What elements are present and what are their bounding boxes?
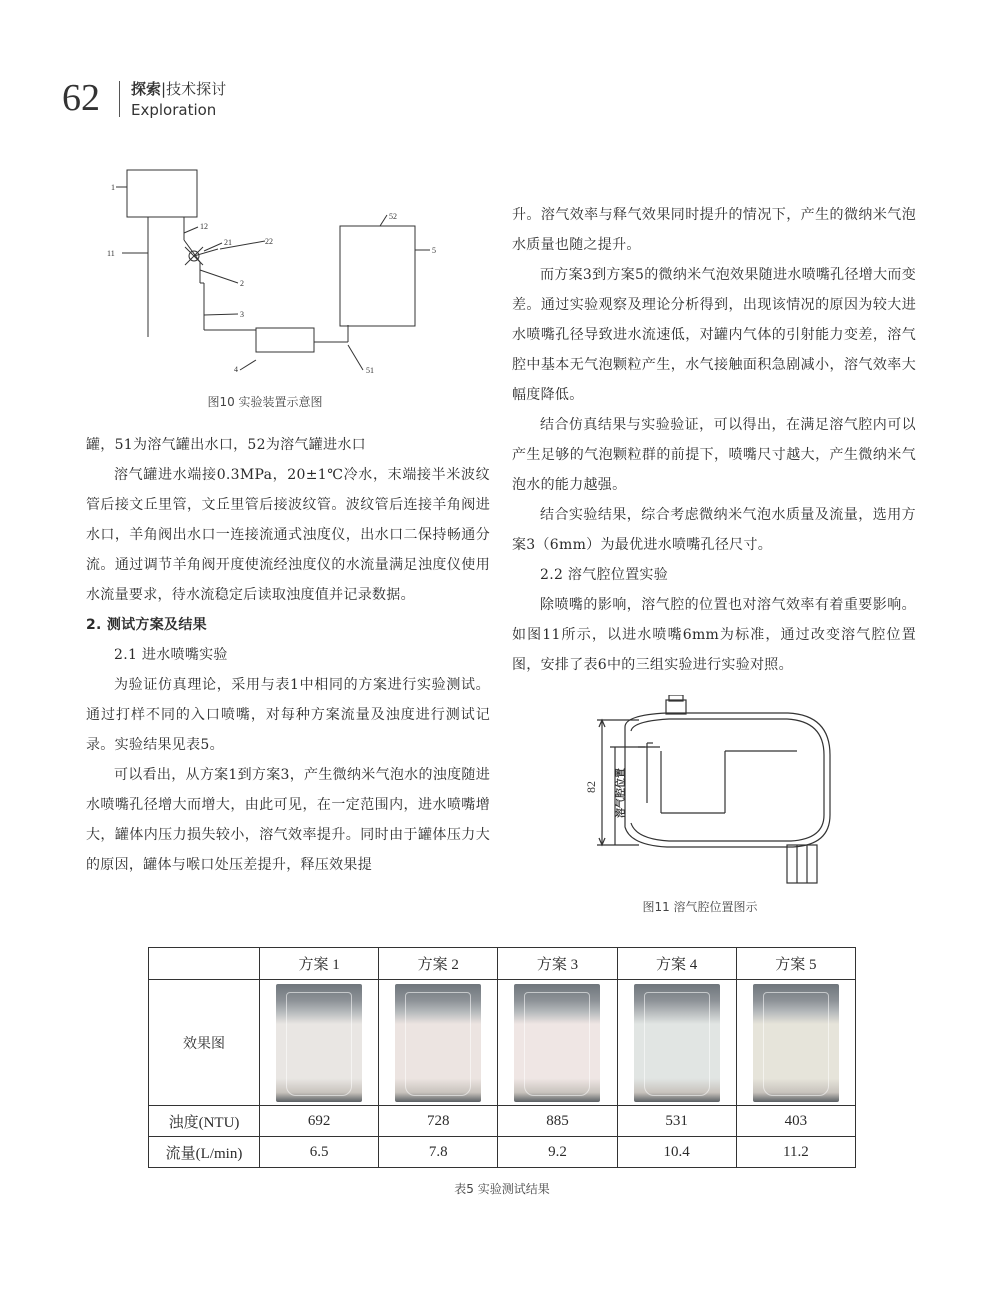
results-table	[148, 947, 856, 1168]
label-22: 22	[265, 237, 273, 246]
table-5-caption: 表5 实验测试结果	[454, 1182, 550, 1196]
component-1-box	[127, 170, 197, 217]
right-paragraph-2: 而方案3到方案5的微纳米气泡效果随进水喷嘴孔径增大而变差。通过实验观察及理论分析得到，出现该情况的原因为较大进水喷嘴孔径导致进水流速低，对罐内气体的引射能力变差，溶气腔中基本无气泡颗粒产生，水气接触面积急剧减小，溶气效率大幅度降低。	[512, 267, 916, 403]
label-4: 4	[234, 365, 238, 374]
right-column	[512, 200, 916, 680]
table-column-header: 方案 3	[498, 948, 617, 980]
beaker-glass	[286, 992, 352, 1096]
beaker-photo	[753, 984, 839, 1102]
left-paragraph-2: 溶气罐进水端接0.3MPa，20±1℃冷水，末端接半米波纹管后接文丘里管，文丘里管后接波纹管。波纹管后连接羊角阀进水口，羊角阀出水口一连接流通式浊度仪，出水口二保持畅通分流。通过调节羊角阀开度使流经浊度仪的水流量满足浊度仪使用水流量要求，待水流稳定后读取浊度值并记录数据。	[86, 467, 490, 603]
figure-11-diagram	[575, 695, 835, 890]
header-divider	[119, 81, 120, 117]
table-header-row	[149, 948, 856, 980]
label-11: 11	[107, 249, 115, 258]
right-paragraph-1: 升。溶气效率与释气效果同时提升的情况下，产生的微纳米气泡水质量也随之提升。	[512, 207, 916, 253]
table-cell: 6.5	[260, 1137, 379, 1168]
row-label-turbidity: 浊度(NTU)	[149, 1106, 260, 1137]
section-2-2-title: 2.2 溶气腔位置实验	[540, 567, 669, 583]
section-cn: 探索	[131, 80, 162, 98]
label-2: 2	[240, 279, 244, 288]
beaker-photo	[514, 984, 600, 1102]
left-paragraph-3: 为验证仿真理论，采用与表1中相同的方案进行实验测试。通过打样不同的入口喷嘴，对每种方案流量及浊度进行测试记录。实验结果见表5。	[86, 677, 490, 753]
table-column-header: 方案 2	[379, 948, 498, 980]
label-21: 21	[224, 238, 232, 247]
beaker-glass	[524, 992, 590, 1096]
table-cell: 403	[736, 1106, 855, 1137]
left-paragraph-4: 可以看出，从方案1到方案3，产生微纳米气泡水的浊度随进水喷嘴孔径增大而增大，由此可见，在一定范围内，进水喷嘴增大，罐体内压力损失较小，溶气效率提升。同时由于罐体压力大的原因，罐体与喉口处压差提升，释压效果提	[86, 767, 490, 873]
table-cell: 7.8	[379, 1137, 498, 1168]
tank-top-port	[666, 700, 686, 714]
right-paragraph-3: 结合仿真结果与实验验证，可以得出，在满足溶气腔内可以产生足够的气泡颗粒群的前提下，喷嘴尺寸越大，产生微纳米气泡水的能力越强。	[512, 417, 916, 493]
table-cell: 11.2	[736, 1137, 855, 1168]
table-cell: 531	[617, 1106, 736, 1137]
page-number: 62	[62, 77, 100, 119]
section-title	[131, 79, 226, 99]
label-52: 52	[389, 212, 397, 221]
section-en: Exploration	[131, 101, 217, 119]
figure-10-caption: 图10 实验装置示意图	[207, 395, 323, 409]
table-cell: 728	[379, 1106, 498, 1137]
table-row-flow	[149, 1137, 856, 1168]
dimension-82: 82	[584, 781, 598, 793]
table-column-header: 方案 1	[260, 948, 379, 980]
beaker-glass	[405, 992, 471, 1096]
figure-10-diagram	[100, 165, 450, 390]
right-paragraph-5: 除喷嘴的影响，溶气腔的位置也对溶气效率有着重要影响。如图11所示，以进水喷嘴6mm为标准，通过改变溶气腔位置图，安排了表6中的三组实验进行实验对照。	[512, 597, 916, 673]
table-column-header: 方案 5	[736, 948, 855, 980]
table-corner-cell	[149, 948, 260, 980]
label-12: 12	[200, 222, 208, 231]
tank-outline	[625, 713, 830, 847]
component-4-box	[256, 328, 314, 352]
table-row-photos	[149, 980, 856, 1106]
label-3: 3	[240, 310, 244, 319]
table-cell: 885	[498, 1106, 617, 1137]
label-51: 51	[366, 366, 374, 375]
beaker-photo	[276, 984, 362, 1102]
component-5-tank	[340, 226, 415, 326]
beaker-photo	[634, 984, 720, 1102]
beaker-glass	[763, 992, 829, 1096]
section-2-1-title: 2.1 进水喷嘴实验	[114, 647, 228, 663]
row-label-flow: 流量(L/min)	[149, 1137, 260, 1168]
table-cell: 10.4	[617, 1137, 736, 1168]
section-2-title: 2. 测试方案及结果	[86, 617, 207, 633]
section-sep: |技术探讨	[161, 80, 227, 98]
table-column-header: 方案 4	[617, 948, 736, 980]
row-label-effect: 效果图	[149, 980, 260, 1106]
chamber-position-label: 溶气腔位置	[616, 768, 627, 818]
tank-bottom-port	[787, 845, 817, 883]
left-column	[86, 430, 490, 880]
beaker-glass	[644, 992, 710, 1096]
label-5: 5	[432, 246, 436, 255]
table-cell: 692	[260, 1106, 379, 1137]
table-cell: 9.2	[498, 1137, 617, 1168]
beaker-photo	[395, 984, 481, 1102]
label-1: 1	[111, 183, 115, 192]
left-paragraph-1: 罐，51为溶气罐出水口，52为溶气罐进水口	[86, 437, 366, 453]
figure-11-caption: 图11 溶气腔位置图示	[642, 900, 758, 914]
right-paragraph-4: 结合实验结果，综合考虑微纳米气泡水质量及流量，选用方案3（6mm）为最优进水喷嘴孔径尺寸。	[512, 507, 916, 553]
table-row-turbidity	[149, 1106, 856, 1137]
